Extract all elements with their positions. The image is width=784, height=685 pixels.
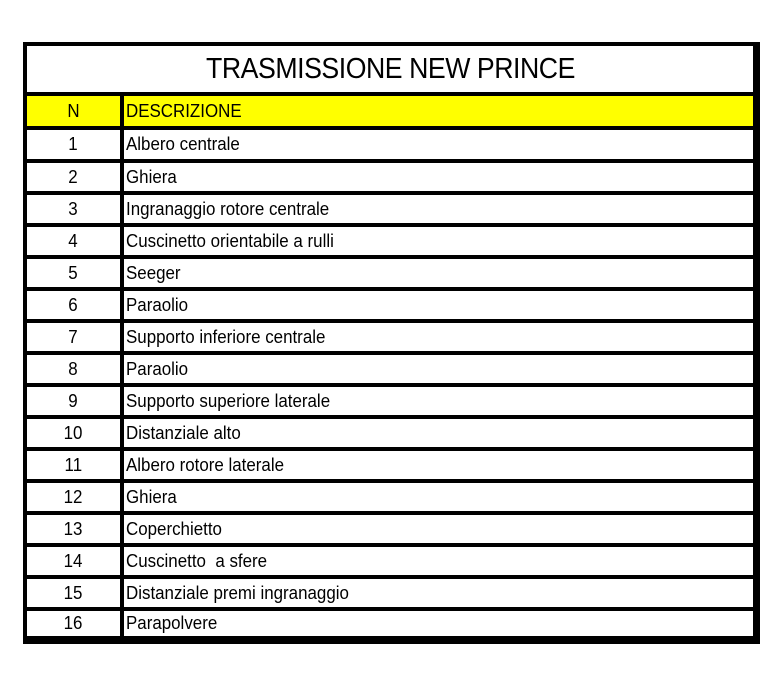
header-n: N — [27, 96, 120, 126]
row-number: 4 — [27, 227, 120, 255]
row-number: 1 — [27, 130, 120, 159]
table-row — [27, 130, 753, 159]
header-descrizione: DESCRIZIONE — [124, 96, 753, 126]
table-title-text: TRASMISSIONE NEW PRINCE — [205, 52, 575, 85]
row-description: Cuscinetto orientabile a rulli — [124, 227, 753, 255]
table-row — [27, 579, 753, 607]
table-row — [27, 611, 753, 636]
row-number: 15 — [27, 579, 120, 607]
row-description: Ghiera — [124, 163, 753, 191]
row-number: 12 — [27, 483, 120, 511]
row-description: Supporto superiore laterale — [124, 387, 753, 415]
row-number: 7 — [27, 323, 120, 351]
table-row — [27, 387, 753, 415]
row-number: 6 — [27, 291, 120, 319]
row-number: 11 — [27, 451, 120, 479]
table-row — [27, 323, 753, 351]
table-row — [27, 195, 753, 223]
row-number: 8 — [27, 355, 120, 383]
table-row — [27, 259, 753, 287]
table-row — [27, 483, 753, 511]
row-description: Albero centrale — [124, 130, 753, 159]
table-row — [27, 451, 753, 479]
table-row — [27, 355, 753, 383]
table-title — [27, 46, 753, 92]
row-description: Seeger — [124, 259, 753, 287]
row-description: Distanziale premi ingranaggio — [124, 579, 753, 607]
row-number: 5 — [27, 259, 120, 287]
row-number: 14 — [27, 547, 120, 575]
table-row — [27, 291, 753, 319]
row-description: Ingranaggio rotore centrale — [124, 195, 753, 223]
row-description: Paraolio — [124, 291, 753, 319]
row-description: Distanziale alto — [124, 419, 753, 447]
table-row — [27, 419, 753, 447]
row-number: 9 — [27, 387, 120, 415]
row-description: Paraolio — [124, 355, 753, 383]
row-number: 16 — [27, 611, 120, 636]
row-description: Coperchietto — [124, 515, 753, 543]
row-description: Parapolvere — [124, 611, 753, 636]
row-description: Supporto inferiore centrale — [124, 323, 753, 351]
table-row — [27, 163, 753, 191]
row-number: 3 — [27, 195, 120, 223]
table-row — [27, 547, 753, 575]
row-description: Ghiera — [124, 483, 753, 511]
row-number: 13 — [27, 515, 120, 543]
table-row — [27, 227, 753, 255]
table-row — [27, 515, 753, 543]
row-description: Cuscinetto a sfere — [124, 547, 753, 575]
parts-table — [23, 42, 760, 644]
row-number: 2 — [27, 163, 120, 191]
row-number: 10 — [27, 419, 120, 447]
row-description: Albero rotore laterale — [124, 451, 753, 479]
table-header-row — [27, 96, 753, 126]
